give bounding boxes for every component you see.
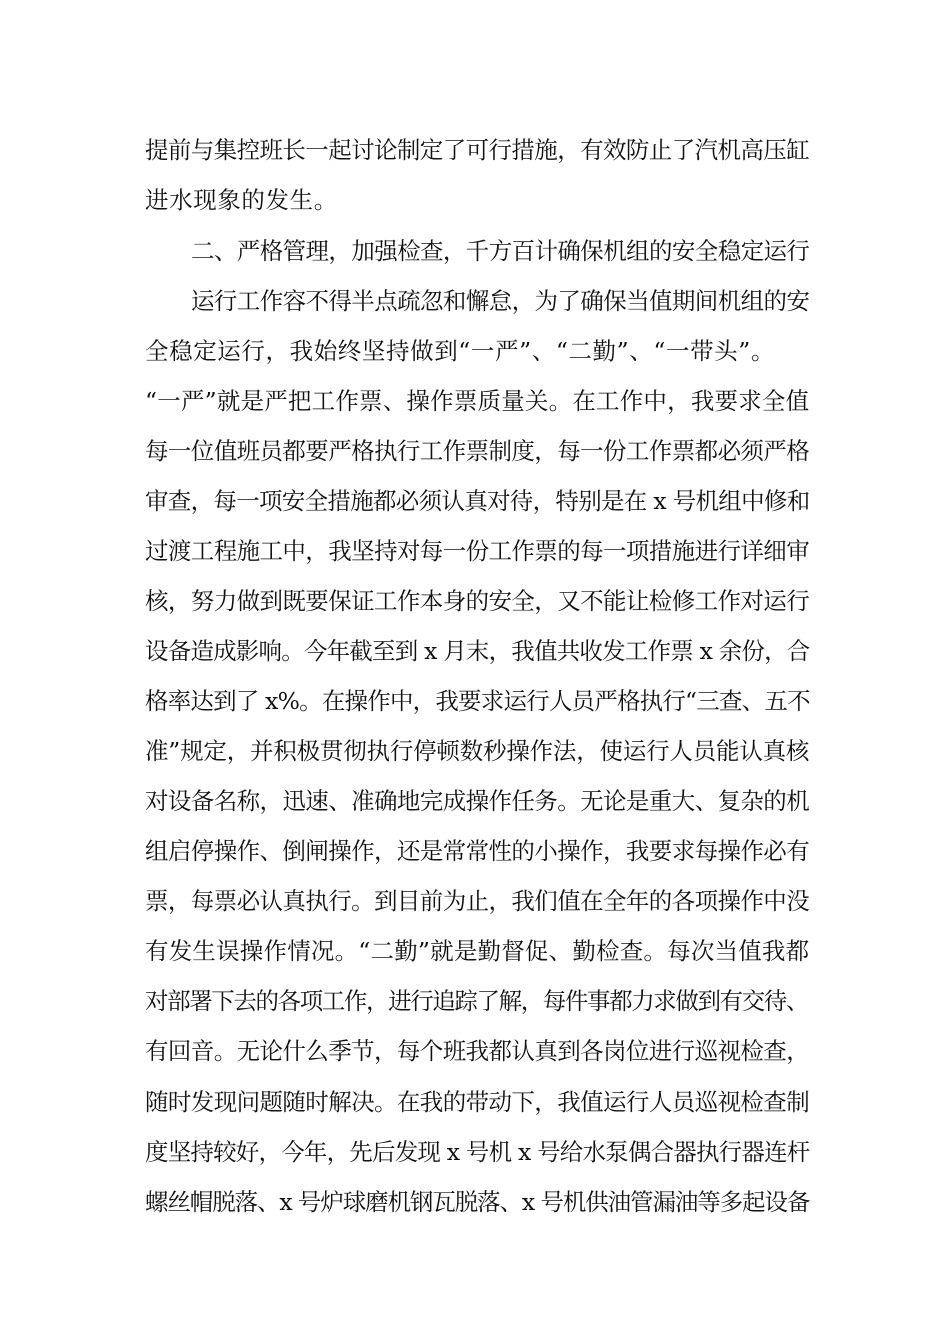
text-line-1: 提前与集控班长一起讨论制定了可行措施，有效防止了汽机高压缸 <box>145 136 810 164</box>
text-line-4: 运行工作容不得半点疏忽和懈怠，为了确保当值期间机组的安 <box>191 287 810 315</box>
text-line-2: 进水现象的发生。 <box>145 186 338 214</box>
text-line-7: 每一位值班员都要严格执行工作票制度，每一份工作票都必须严格 <box>145 437 810 465</box>
section-heading: 二、严格管理，加强检查，千方百计确保机组的安全稳定运行 <box>191 237 810 265</box>
text-line-9: 过渡工程施工中，我坚持对每一份工作票的每一项措施进行详细审 <box>145 537 810 565</box>
text-line-15: 组启停操作、倒闸操作，还是常常性的小操作，我要求每操作必有 <box>145 837 810 865</box>
text-line-20: 随时发现问题随时解决。在我的带动下，我值运行人员巡视检查制 <box>145 1088 810 1116</box>
text-line-22: 螺丝帽脱落、x 号炉球磨机钢瓦脱落、x 号机供油管漏油等多起设备 <box>145 1188 810 1216</box>
text-line-16: 票，每票必认真执行。到目前为止，我们值在全年的各项操作中没 <box>145 887 810 915</box>
text-line-17: 有发生误操作情况。“二勤”就是勤督促、勤检查。每次当值我都 <box>145 937 810 965</box>
text-line-18: 对部署下去的各项工作，进行追踪了解，每件事都力求做到有交待、 <box>145 987 808 1015</box>
text-line-13: 准”规定，并积极贯彻执行停顿数秒操作法，使运行人员能认真核 <box>145 737 810 765</box>
text-line-11: 设备造成影响。今年截至到 x 月末，我值共收发工作票 x 余份，合 <box>145 637 810 665</box>
text-line-19: 有回音。无论什么季节，每个班我都认真到各岗位进行巡视检查， <box>145 1037 810 1065</box>
text-line-10: 核，努力做到既要保证工作本身的安全，又不能让检修工作对运行 <box>145 587 810 615</box>
text-line-14: 对设备名称，迅速、准确地完成操作任务。无论是重大、复杂的机 <box>145 787 810 815</box>
text-line-6: “一严”就是严把工作票、操作票质量关。在工作中，我要求全值 <box>145 387 810 415</box>
text-line-21: 度坚持较好，今年，先后发现 x 号机 x 号给水泵偶合器执行器连杆 <box>145 1138 810 1166</box>
text-line-12: 格率达到了 x%。在操作中，我要求运行人员严格执行“三查、五不 <box>145 687 810 715</box>
text-line-5: 全稳定运行，我始终坚持做到“一严”、“二勤”、“一带头”。 <box>145 337 775 365</box>
text-line-8: 审查，每一项安全措施都必须认真对待，特别是在 x 号机组中修和 <box>145 487 810 515</box>
